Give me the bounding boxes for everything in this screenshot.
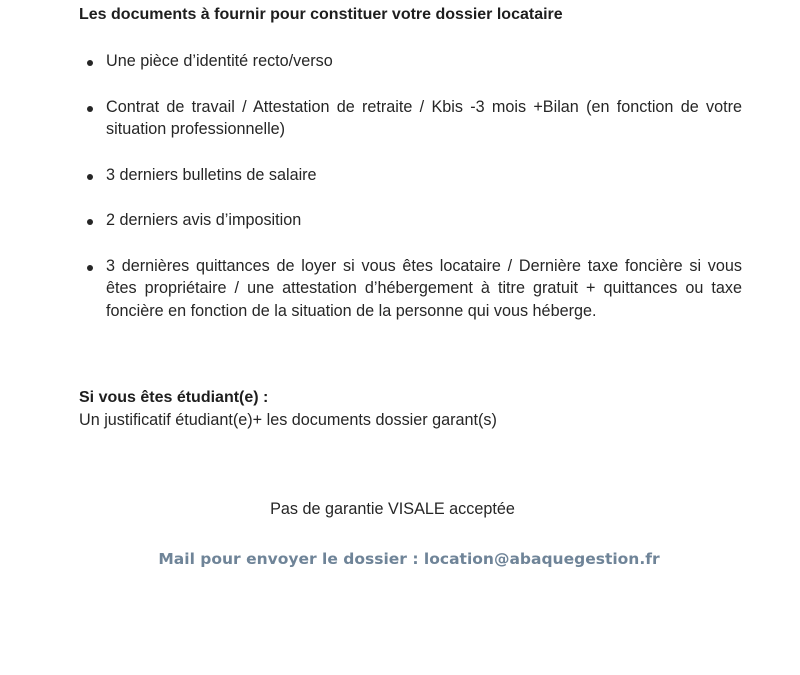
page-heading: Les documents à fournir pour constituer votre dossier locataire bbox=[79, 6, 563, 23]
student-text: Un justificatif étudiant(e)+ les documents dossier garant(s) bbox=[79, 411, 497, 429]
document-label: 2 derniers avis d’imposition bbox=[106, 211, 302, 229]
list-item bbox=[86, 164, 742, 187]
bullet-icon bbox=[87, 219, 93, 225]
list-item bbox=[86, 209, 742, 232]
student-title: Si vous êtes étudiant(e) : bbox=[79, 389, 269, 406]
list-item bbox=[86, 96, 742, 141]
visale-notice: Pas de garantie VISALE acceptée bbox=[270, 500, 515, 518]
bullet-icon bbox=[87, 106, 93, 112]
bullet-icon bbox=[87, 174, 93, 180]
document-label: 3 derniers bulletins de salaire bbox=[106, 165, 317, 184]
bullet-icon bbox=[87, 265, 93, 271]
mail-contact-line: Mail pour envoyer le dossier : location@abaquegestion.fr bbox=[158, 550, 660, 568]
document-label: Une pièce d’identité recto/verso bbox=[106, 52, 333, 70]
student-section bbox=[79, 387, 759, 431]
documents-list bbox=[86, 50, 742, 322]
list-item bbox=[86, 255, 742, 323]
list-item bbox=[86, 50, 742, 73]
bullet-icon bbox=[87, 60, 93, 66]
document-label: Contrat de travail / Attestation de retraite / Kbis -3 mois +Bilan (en fonction de votre situation professionnelle) bbox=[106, 97, 742, 138]
document-label: 3 dernières quittances de loyer si vous êtes locataire / Dernière taxe foncière si vous êtes propriétaire / une attestation d’hébergement à titre gratuit + quittances ou taxe foncière en fonction de la situation de la personne qui vous héberge. bbox=[106, 256, 742, 320]
